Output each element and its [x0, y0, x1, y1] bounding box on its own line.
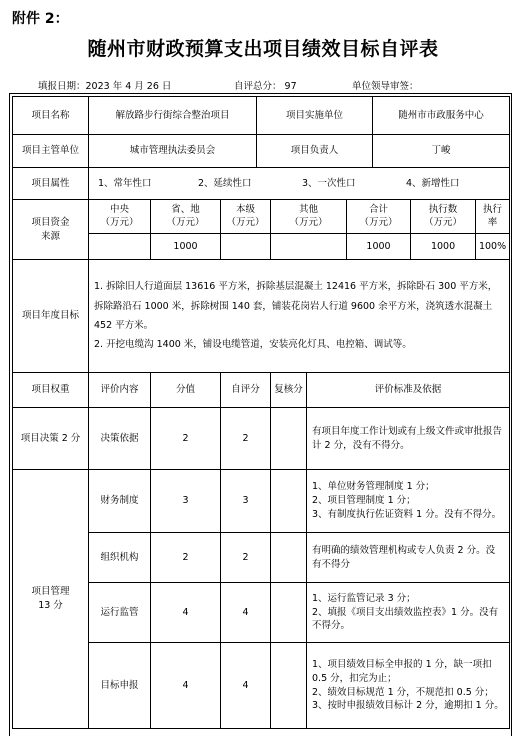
content-finance: 财务制度 — [89, 470, 151, 533]
impl-unit-value: 随州市市政服务中心 — [373, 97, 510, 135]
col-points-header: 分值 — [151, 373, 221, 408]
attr-option-3: 3、一次性口 — [302, 177, 356, 189]
annual-goals-label: 项目年度目标 — [13, 260, 89, 373]
project-leader-value: 丁峻 — [373, 135, 510, 168]
col-criteria-header: 评价标准及依据 — [307, 373, 510, 408]
funds-value-local — [221, 234, 271, 260]
funds-value-province: 1000 — [151, 234, 221, 260]
funds-label-line1: 项目资金 — [31, 216, 70, 228]
self-target: 4 — [221, 643, 271, 729]
row-mgmt-finance — [13, 470, 510, 533]
group-decision: 项目决策 2 分 — [13, 408, 89, 470]
self-score-total: 自评总分： 97 — [234, 81, 297, 92]
funds-col-province: 省、地 （万元） — [151, 200, 221, 234]
attachment-label: 附件 2： — [12, 11, 69, 27]
project-name-label: 项目名称 — [13, 97, 89, 135]
col-content-header: 评价内容 — [89, 373, 151, 408]
funds-col-rate: 执行 率 — [476, 200, 510, 234]
row-project-attr — [13, 168, 510, 200]
project-name-value: 解放路步行街综合整治项目 — [89, 97, 257, 135]
annual-goal-2: 2. 开挖电缆沟 1400 米，铺设电缆管道，安装亮化灯具、电控箱、调试等。 — [94, 339, 412, 351]
points-monitor: 4 — [151, 583, 221, 643]
points-decision: 2 — [151, 408, 221, 470]
group-management-line2: 13 分 — [38, 600, 63, 611]
col-self-header: 自评分 — [221, 373, 271, 408]
criteria-org: 有明确的绩效管理机构或专人负责 2 分。没有不得分 — [307, 533, 510, 583]
criteria-target: 1、项目绩效目标全申报的 1 分，缺一项扣 0.5 分，扣完为止； 2、绩效目标规范 1 分，不规范扣 0.5 分； 3、按时申报绩效目标计 2 分，逾期扣 1 分。 — [307, 643, 510, 729]
project-attr-options — [89, 168, 510, 200]
group-management — [13, 470, 89, 729]
criteria-monitor: 1、运行监管记录 3 分； 2、填报《项目支出绩效监控表》1 分。没有不得分。 — [307, 583, 510, 643]
review-decision — [271, 408, 307, 470]
row-project-name — [13, 97, 510, 135]
row-score-header — [13, 373, 510, 408]
funds-label-line2: 来源 — [40, 230, 60, 242]
funds-value-rate: 100% — [476, 234, 510, 260]
content-org: 组织机构 — [89, 533, 151, 583]
funds-col-central: 中央 （万元） — [89, 200, 151, 234]
attr-option-4: 4、新增性口 — [406, 177, 460, 189]
funds-value-total: 1000 — [347, 234, 411, 260]
impl-unit-label: 项目实施单位 — [257, 97, 373, 135]
review-org — [271, 533, 307, 583]
funds-value-executed: 1000 — [411, 234, 476, 260]
points-target: 4 — [151, 643, 221, 729]
row-competent-unit — [13, 135, 510, 168]
fill-date: 填报日期：2023 年 4 月 26 日 — [38, 81, 172, 92]
content-decision: 决策依据 — [89, 408, 151, 470]
review-finance — [271, 470, 307, 533]
row-decision — [13, 408, 510, 470]
funds-col-executed: 执行数 （万元） — [411, 200, 476, 234]
project-leader-label: 项目负责人 — [257, 135, 373, 168]
review-target — [271, 643, 307, 729]
annual-goal-1: 1. 拆除旧人行道面层 13616 平方米，拆除基层混凝土 12416 平方米，拆除卧石 300 平方米，拆除路沿石 1000 米，拆除树围 140 套，铺装花岗岩人行道 9600 余平方米，浇筑透水混凝土 452 平方米。 — [94, 281, 498, 331]
content-target: 目标申报 — [89, 643, 151, 729]
criteria-decision: 有项目年度工作计划或有上级文件或审批报告计 2 分，没有不得分。 — [307, 408, 510, 470]
competent-unit-value: 城市管理执法委员会 — [89, 135, 257, 168]
competent-unit-label: 项目主管单位 — [13, 135, 89, 168]
page-title: 随州市财政预算支出项目绩效目标自评表 — [87, 38, 439, 60]
project-attr-label: 项目属性 — [13, 168, 89, 200]
evaluation-table — [12, 96, 510, 729]
col-weight-header: 项目权重 — [13, 373, 89, 408]
funds-value-other — [271, 234, 347, 260]
col-review-header: 复核分 — [271, 373, 307, 408]
row-funds-header — [13, 200, 510, 234]
annual-goals-text — [89, 260, 510, 373]
content-monitor: 运行监管 — [89, 583, 151, 643]
points-finance: 3 — [151, 470, 221, 533]
funds-value-central — [89, 234, 151, 260]
self-finance: 3 — [221, 470, 271, 533]
self-decision: 2 — [221, 408, 271, 470]
funds-col-other: 其他 （万元） — [271, 200, 347, 234]
criteria-finance: 1、单位财务管理制度 1 分； 2、项目管理制度 1 分； 3、有制度执行佐证资料 1 分。没有不得分。 — [307, 470, 510, 533]
group-management-line1: 项目管理 — [31, 586, 70, 598]
funds-col-total: 合计 （万元） — [347, 200, 411, 234]
attr-option-2: 2、延续性口 — [198, 177, 252, 189]
funds-label — [13, 200, 89, 260]
row-annual-goals — [13, 260, 510, 373]
self-org: 2 — [221, 533, 271, 583]
attr-option-1: 1、常年性口 — [98, 177, 152, 189]
self-monitor: 4 — [221, 583, 271, 643]
points-org: 2 — [151, 533, 221, 583]
review-monitor — [271, 583, 307, 643]
funds-col-local: 本级 （万元） — [221, 200, 271, 234]
leader-sign: 单位领导审签： — [352, 81, 419, 92]
